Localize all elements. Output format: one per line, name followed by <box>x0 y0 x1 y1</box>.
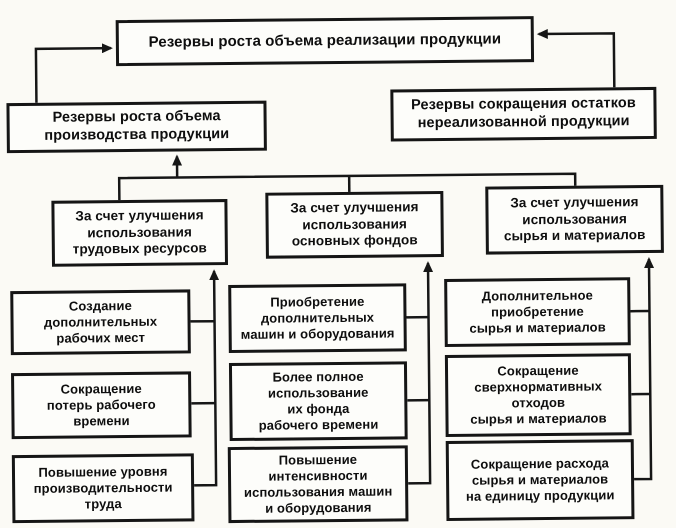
node-production-growth: Резервы роста объема производства продукции <box>6 101 266 153</box>
arrow-production-to-realization <box>36 48 112 103</box>
node-labor-resources: За счет улучшения использования трудовых ресурсов <box>51 199 228 267</box>
node-assets-new-machines: Приобретение дополнительных машин и оборудования <box>228 283 407 353</box>
node-assets-time-fund: Более полное использование их фонда рабочего времени <box>229 361 408 441</box>
arrow-labor-bus <box>190 271 216 485</box>
arrow-remainders-to-realization <box>539 33 615 88</box>
node-fixed-assets: За счет улучшения использования основных фондов <box>265 191 444 259</box>
node-unsold-remainders: Резервы сокращения остатков нереализованной продукции <box>390 87 656 142</box>
node-labor-productivity: Повышение уровня производительности труда <box>12 453 195 523</box>
node-materials-additional-purchase: Дополнительное приобретение сырья и материалов <box>444 277 631 347</box>
node-materials-unit-consumption: Сокращение расхода сырья и материалов на единицу продукции <box>446 439 635 521</box>
node-materials-waste-reduction: Сокращение сверхнормативных отходов сырья и материалов <box>445 353 632 437</box>
node-labor-new-workplaces: Создание дополнительных рабочих мест <box>10 289 191 355</box>
node-realization-growth: Резервы роста объема реализации продукции <box>116 16 534 66</box>
node-assets-intensity: Повышение интенсивности использования машин и оборудования <box>228 445 409 523</box>
arrow-assets-bus <box>406 263 430 483</box>
node-labor-time-losses: Сокращение потерь рабочего времени <box>11 371 192 439</box>
node-raw-materials: За счет улучшения использования сырья и материалов <box>485 185 664 255</box>
